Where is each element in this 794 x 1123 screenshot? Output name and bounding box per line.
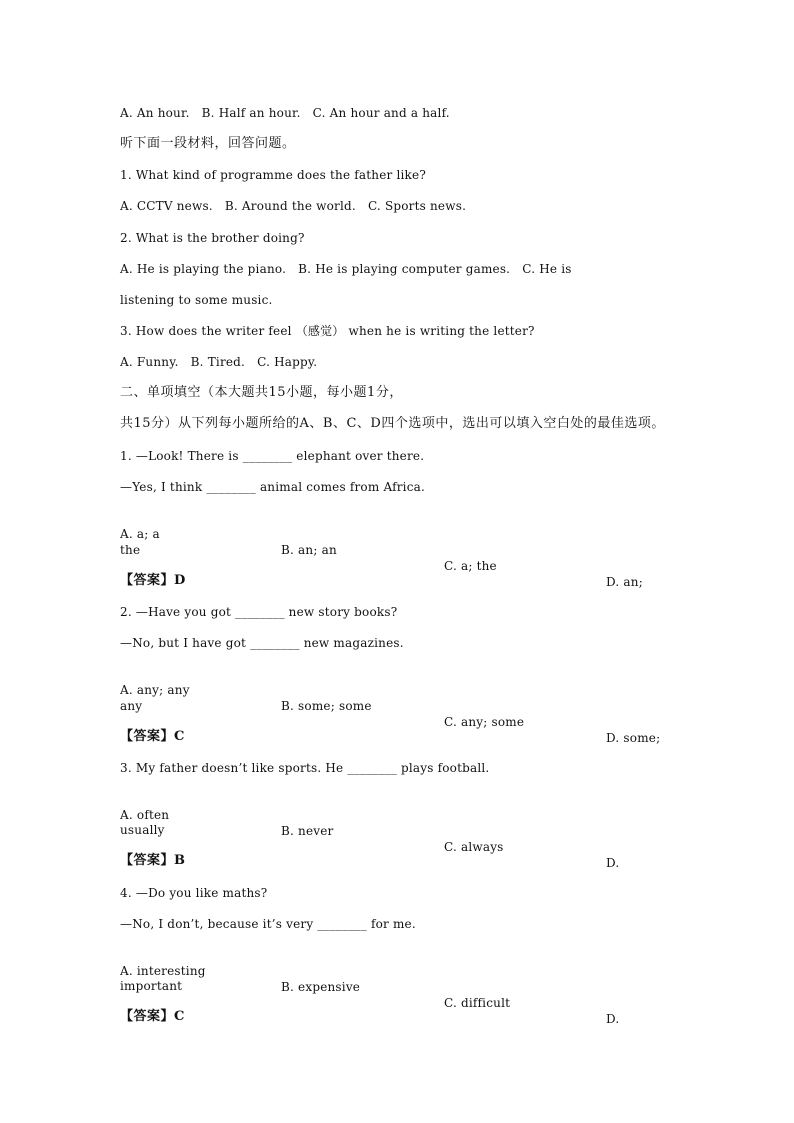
option-c: C. any; some (444, 715, 525, 729)
listening-instruction: 听下面一段材料，回答问题。 (120, 136, 296, 151)
question-text: 1. What kind of programme does the father like? (120, 168, 426, 182)
option-a: A. any; any (120, 683, 190, 697)
option-c: C. a; the (444, 559, 497, 573)
option-wrap: any (120, 699, 143, 713)
option-b: B. expensive (281, 980, 361, 994)
question-options: A. Funny. B. Tired. C. Happy. (120, 355, 318, 369)
option-b: B. an; an (281, 543, 337, 557)
question-text: 2. What is the brother doing? (120, 231, 305, 245)
question-options-row (0, 666, 794, 762)
question-text: 2. —Have you got ________ new story books? (120, 605, 398, 619)
previous-question-options: A. An hour. B. Half an hour. C. An hour and a half. (120, 106, 450, 120)
question-text: 4. —Do you like maths? (120, 886, 268, 900)
answer-label: 【答案】C (120, 729, 185, 744)
option-b: B. never (281, 824, 334, 838)
question-text: 1. —Look! There is ________ elephant over there. (120, 449, 425, 463)
section-instruction: 共15分）从下列每小题所给的A、B、C、D四个选项中，选出可以填入空白处的最佳选项。 (120, 416, 665, 431)
option-d: D. an; (606, 575, 643, 589)
option-wrap: the (120, 543, 141, 557)
question-text: —No, but I have got ________ new magazines. (120, 636, 404, 650)
option-c: C. always (444, 840, 504, 854)
option-a: A. often (120, 808, 170, 822)
option-a: A. interesting (120, 964, 206, 978)
question-options-wrap: listening to some music. (120, 293, 273, 307)
option-wrap: usually (120, 823, 165, 837)
option-d: D. (606, 856, 620, 870)
answer-label: 【答案】B (120, 853, 186, 868)
option-a: A. a; a (120, 527, 160, 541)
option-d: D. (606, 1012, 620, 1026)
question-text: 3. My father doesn’t like sports. He ________ plays football. (120, 761, 490, 775)
option-wrap: important (120, 979, 183, 993)
section-heading: 二、单项填空（本大题共15小题，每小题1分， (120, 385, 403, 400)
question-options-row (0, 791, 794, 887)
question-text: 3. How does the writer feel （感觉） when he is writing the letter? (120, 324, 535, 338)
question-text: —Yes, I think ________ animal comes from Africa. (120, 480, 426, 494)
option-d: D. some; (606, 731, 661, 745)
question-options-row (0, 510, 794, 606)
option-c: C. difficult (444, 996, 511, 1010)
option-b: B. some; some (281, 699, 372, 713)
question-options-row (0, 947, 794, 1043)
question-text: —No, I don’t, because it’s very ________ for me. (120, 917, 416, 931)
question-options: A. CCTV news. B. Around the world. C. Sports news. (120, 199, 467, 213)
answer-label: 【答案】C (120, 1009, 185, 1024)
question-options: A. He is playing the piano. B. He is playing computer games. C. He is (120, 262, 572, 276)
answer-label: 【答案】D (120, 573, 186, 588)
